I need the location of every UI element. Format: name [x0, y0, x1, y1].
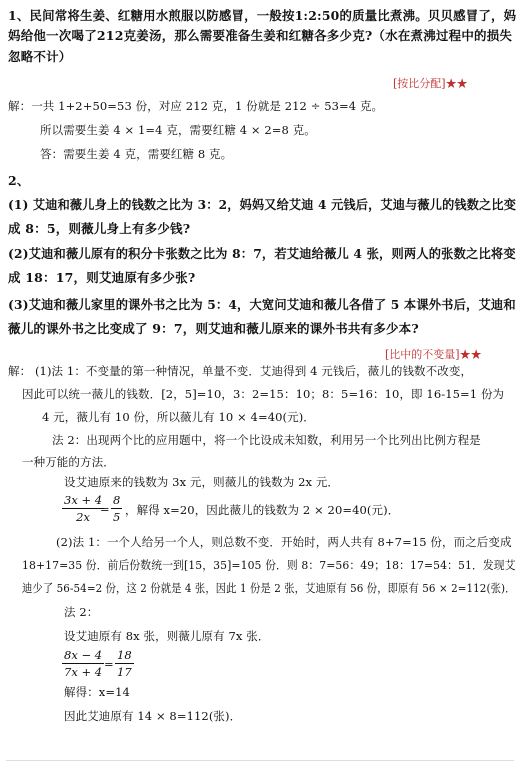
equation2-equals: = [104, 657, 114, 671]
solution1-line3: 答：需要生姜 4 克，需要红糖 8 克。 [40, 147, 233, 161]
solution2-final-answer: 因此艾迪原有 14 × 8=112(张)． [64, 709, 242, 723]
solution2-method2-line2: 一种万能的方法． [22, 455, 115, 469]
equation2-right-fraction [115, 648, 134, 679]
solution2-part2-line3: 迪少了 56-54=2 份，这 2 份就是 4 张，因此 1 份是 2 张，艾迪原有 56 份，即原有 56 × 2=112(张)． [22, 581, 516, 595]
page-bottom-divider [6, 760, 514, 761]
problem2-part1-line2: 成 8：5，则薇儿身上有多少钱? [8, 221, 191, 236]
equation1-left-denominator: 2x [76, 510, 90, 524]
solution2-method2-let: 设艾迪原来的钱数为 3x 元，则薇儿的钱数为 2x 元． [64, 475, 340, 489]
problem2-part2-line2: 成 18：17，则艾迪原有多少张? [8, 270, 196, 285]
problem1-tag: [按比分配]★★ [393, 77, 468, 90]
solution2-method2b-let: 设艾迪原有 8x 张，则薇儿原有 7x 张． [64, 629, 270, 643]
solution2-solve-result: 解得：x=14 [64, 685, 130, 699]
equation2-left-fraction [62, 648, 104, 679]
equation1-after: ，解得 x=20，因此薇儿的钱数为 2 × 20=40(元)． [125, 503, 400, 517]
equation2-left-denominator: 7x + 4 [64, 665, 103, 679]
solution1-line2: 所以需要生姜 4 × 1=4 克，需要红糖 4 × 2=8 克。 [40, 123, 316, 137]
problem2-tag: [比中的不变量]★★ [385, 348, 482, 361]
equation1-left-fraction [62, 493, 104, 524]
solution2-part2-line2: 18+17=35 份．前后份数统一到[15，35]=105 份．则 8：7=56：49；18：17=54：51．发现艾 [22, 558, 516, 572]
equation2-left-numerator: 8x − 4 [64, 648, 103, 662]
solution2-part1-line2: 因此可以统一薇儿的钱数．[2，5]=10，3：2=15：10；8：5=16：10，即 16-15=1 份为 [22, 387, 505, 401]
equation2-right-denominator: 17 [117, 665, 132, 679]
problem2-part2-line1: (2)艾迪和薇儿原有的积分卡张数之比为 8：7，若艾迪给薇儿 4 张，则两人的张数之比将变 [8, 246, 516, 261]
solution2-method2-line1: 法 2：出现两个比的应用题中，将一个比设成未知数，利用另一个比列出比例方程是 [52, 433, 481, 447]
solution1-line1: 解：一共 1+2+50=53 份，对应 212 克，1 份就是 212 ÷ 53=4 克。 [8, 99, 384, 113]
problem2-part3-line2: 薇儿的课外书之比变成了 9：7，则艾迪和薇儿原来的课外书共有多少本? [8, 321, 419, 336]
problem2-part3-line1: (3)艾迪和薇儿家里的课外书之比为 5：4，大宽问艾迪和薇儿各借了 5 本课外书后，艾迪和 [8, 297, 516, 312]
solution2-part1-line1: 解： (1)法 1：不变量的第一种情况，单量不变．艾迪得到 4 元钱后，薇儿的钱数不改变， [8, 364, 473, 378]
problem2-number: 2、 [8, 173, 30, 188]
problem1-line2: 妈给他一次喝了212克姜汤，那么需要准备生姜和红糖各多少克?（水在煮沸过程中的损失 [8, 28, 513, 43]
equation1-right-numerator: 8 [113, 493, 121, 507]
problem2-part1-line1: (1) 艾迪和薇儿身上的钱数之比为 3：2，妈妈又给艾迪 4 元钱后，艾迪与薇儿的钱数之比变 [8, 197, 517, 212]
equation1-right-fraction [111, 493, 122, 524]
solution2-method2b-title: 法 2： [64, 605, 99, 619]
solution2-part1-line3: 4 元，薇儿有 10 份，所以薇儿有 10 × 4=40(元)． [42, 410, 315, 424]
problem1-line1: 1、民间常将生姜、红糖用水煎服以防感冒，一般按1:2:50的质量比煮沸。贝贝感冒了，妈 [8, 8, 517, 23]
solution2-part2-line1: (2)法 1：一个人给另一个人，则总数不变．开始时，两人共有 8+7=15 份，而之后变成 [56, 535, 512, 549]
equation2-right-numerator: 18 [117, 648, 132, 662]
problem1-line3: 忽略不计） [8, 49, 72, 64]
equation1-right-denominator: 5 [113, 510, 121, 524]
equation1-equals: = [100, 502, 110, 516]
equation1-left-numerator: 3x + 4 [64, 493, 103, 507]
